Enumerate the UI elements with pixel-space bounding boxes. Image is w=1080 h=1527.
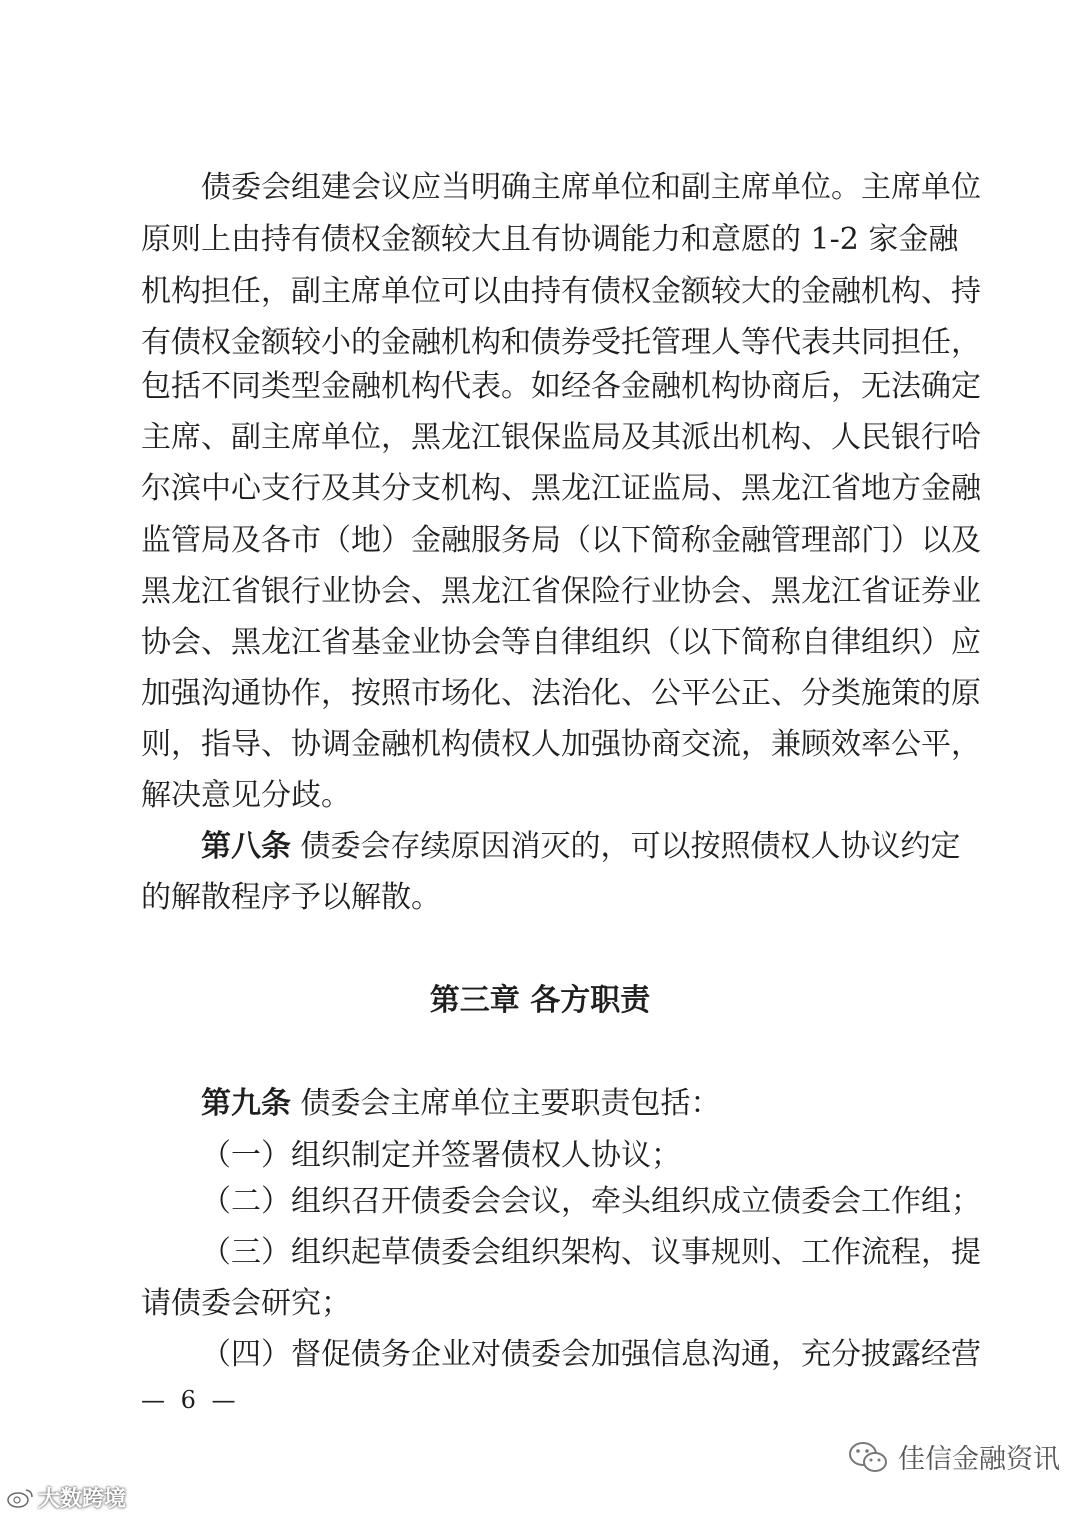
list-item: 请债委会研究；: [141, 1286, 351, 1321]
watermark-right: [848, 1437, 1060, 1476]
wechat-icon: [848, 1440, 888, 1474]
watermark-right-text: 佳信金融资讯: [898, 1444, 1060, 1475]
chapter-title: 第三章 各方职责: [429, 983, 651, 1018]
paragraph-line: 原则上由持有债权金额较大且有协调能力和意愿的 1-2 家金融: [141, 222, 959, 257]
list-item: （三）组织起草债委会组织架构、议事规则、工作流程，提: [201, 1235, 981, 1270]
weibo-logo-icon: [6, 1487, 34, 1509]
page-number: — 6 —: [141, 1386, 240, 1414]
article-9-label: 第九条: [201, 1086, 291, 1121]
article-9-line: [201, 1079, 941, 1129]
paragraph-line: 黑龙江省银行业协会、黑龙江省保险行业协会、黑龙江省证券业: [141, 574, 981, 609]
article-8-label: 第八条: [201, 829, 291, 864]
paragraph-line: 有债权金额较小的金融机构和债券受托管理人等代表共同担任，: [141, 325, 981, 360]
article-8-text: 债委会存续原因消灭的，可以按照债权人协议约定: [300, 829, 961, 864]
paragraph-line: 尔滨中心支行及其分支机构、黑龙江证监局、黑龙江省地方金融: [141, 471, 981, 506]
paragraph-line: 协会、黑龙江省基金业协会等自律组织（以下简称自律组织）应: [141, 625, 981, 660]
article-8-line: 的解散程序予以解散。: [141, 880, 441, 915]
watermark-left: [6, 1482, 126, 1513]
paragraph-line: 加强沟通协作，按照市场化、法治化、公平公正、分类施策的原: [141, 676, 981, 711]
list-item: （二）组织召开债委会会议，牵头组织成立债委会工作组；: [201, 1184, 981, 1219]
watermark-left-text: 大数跨境: [38, 1487, 127, 1512]
paragraph-line: 监管局及各市（地）金融服务局（以下简称金融管理部门）以及: [141, 523, 981, 558]
paragraph-line: 包括不同类型金融机构代表。如经各金融机构协商后，无法确定: [141, 369, 981, 404]
list-item: （四）督促债务企业对债委会加强信息沟通，充分披露经营: [201, 1337, 981, 1372]
article-8-line: [201, 822, 961, 872]
paragraph-line: 则，指导、协调金融机构债权人加强协商交流，兼顾效率公平，: [141, 727, 981, 762]
paragraph-line: 解决意见分歧。: [141, 778, 351, 813]
paragraph-line: 机构担任，副主席单位可以由持有债权金额较大的金融机构、持: [141, 274, 981, 309]
paragraph-line: 主席、副主席单位，黑龙江银保监局及其派出机构、人民银行哈: [141, 420, 981, 455]
list-item: （一）组织制定并签署债权人协议；: [201, 1138, 681, 1173]
paragraph-line: 债委会组建会议应当明确主席单位和副主席单位。主席单位: [201, 170, 981, 205]
article-9-text: 债委会主席单位主要职责包括：: [300, 1086, 721, 1121]
